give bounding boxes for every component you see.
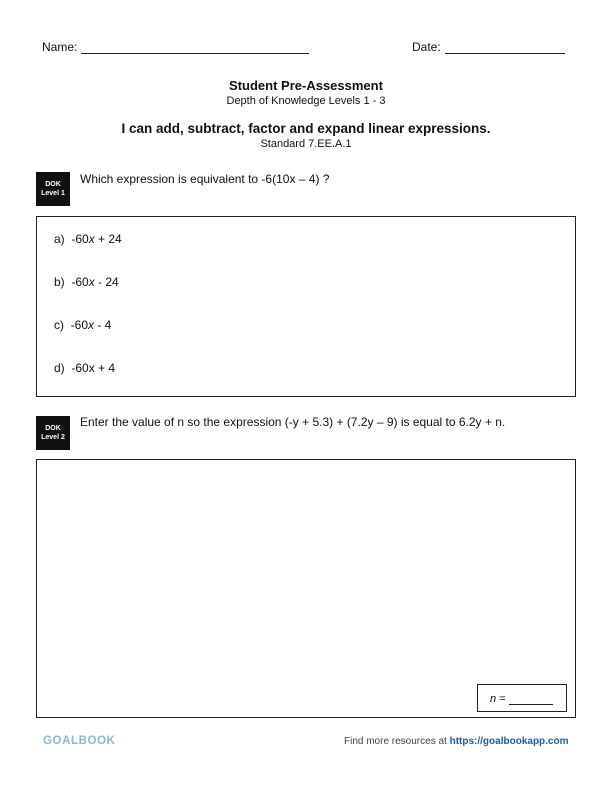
goalbook-logo: GOALBOOK [43, 735, 116, 747]
choice-text-pre: -60 [71, 232, 89, 246]
dok-level-1-badge [36, 172, 70, 206]
choice-text-post: - 24 [94, 275, 119, 289]
page-subtitle: Depth of Knowledge Levels 1 - 3 [226, 95, 386, 107]
footer-caption: Find more resources at [344, 736, 450, 747]
answer-label [490, 693, 553, 705]
date-label: Date: [412, 40, 441, 54]
page-title: Student Pre-Assessment [229, 78, 383, 93]
dok-badge-bottom: Level 1 [41, 190, 65, 197]
choice-var: x [88, 275, 95, 289]
answer-input-box[interactable] [477, 684, 567, 712]
answer-eq: = [496, 693, 506, 705]
choice-letter: d) [54, 361, 65, 375]
choice-letter: b) [54, 275, 65, 289]
date-line[interactable] [445, 41, 565, 54]
question-2-prompt: Enter the value of n so the expression (-y + 5.3) + (7.2y – 9) is equal to 6.2y + n. [80, 415, 506, 429]
question-2-work-area[interactable] [36, 459, 576, 718]
question-1-prompt: Which expression is equivalent to -6(10x – 4) ? [80, 172, 330, 186]
name-line[interactable] [81, 41, 309, 54]
dok-level-2-badge [36, 416, 70, 450]
standard-label: Standard 7.EE.A.1 [260, 138, 352, 150]
choice-d[interactable] [54, 361, 115, 375]
name-field-row [42, 40, 309, 54]
choice-text-pre: -60 [71, 275, 89, 289]
choice-var: x [88, 232, 95, 246]
choice-b[interactable] [54, 275, 119, 289]
choice-var: x [88, 318, 95, 332]
choice-text-post: + 24 [94, 232, 122, 246]
name-label: Name: [42, 40, 78, 54]
footer-link[interactable]: https://goalbookapp.com [449, 736, 569, 747]
dok-badge-bottom: Level 2 [41, 434, 65, 441]
footer-text [344, 736, 569, 747]
choice-a[interactable] [54, 232, 122, 246]
choice-c[interactable] [54, 318, 111, 332]
choice-text-post: - 4 [94, 318, 112, 332]
choice-letter: a) [54, 232, 65, 246]
dok-badge-top: DOK [45, 181, 61, 188]
choice-text-pre: -60 [70, 318, 89, 332]
learning-objective: I can add, subtract, factor and expand linear expressions. [121, 121, 491, 136]
answer-var: n [490, 693, 497, 705]
dok-badge-top: DOK [45, 425, 61, 432]
answer-blank[interactable] [509, 694, 553, 705]
choice-text-pre: -60x + 4 [71, 361, 116, 375]
date-field-row [412, 40, 565, 54]
choice-letter: c) [54, 318, 64, 332]
